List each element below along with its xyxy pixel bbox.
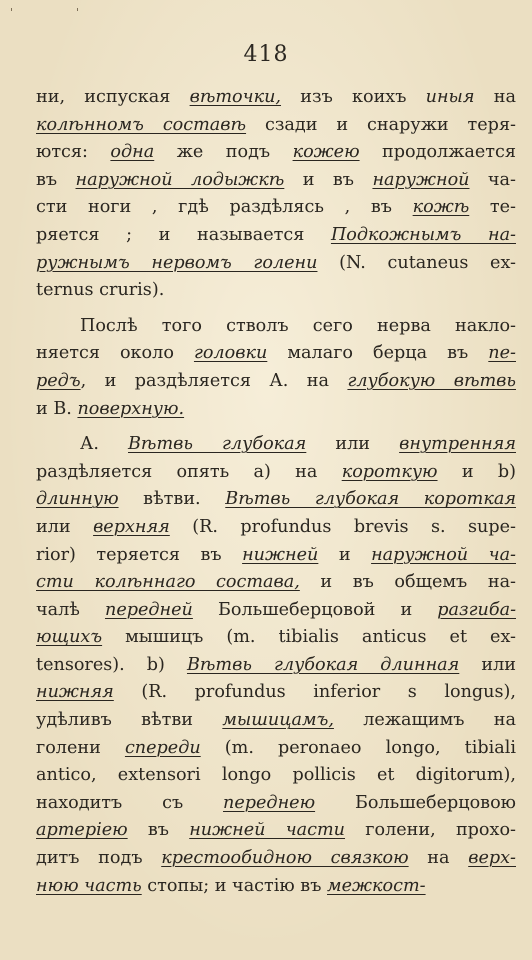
text-span: голени bbox=[36, 737, 125, 758]
text-line bbox=[36, 790, 516, 818]
text-line bbox=[36, 139, 516, 167]
text-span: ряется ; и называется bbox=[36, 224, 331, 245]
text-span: rior) теряется въ bbox=[36, 544, 243, 565]
italic-term: пе- bbox=[488, 343, 516, 364]
italic-term: короткую bbox=[341, 461, 438, 482]
text-span: няется около bbox=[36, 343, 194, 364]
italic-term: иныя bbox=[425, 87, 475, 107]
text-span: лежащимъ на bbox=[333, 710, 516, 731]
paragraph bbox=[36, 313, 516, 423]
italic-term: сти колѣннаго состава, bbox=[36, 572, 300, 593]
italic-term: одна bbox=[110, 142, 155, 163]
italic-term: артеріею bbox=[36, 820, 128, 841]
italic-term: передней bbox=[104, 599, 193, 620]
text-span: мышицъ (m. tibialis anticus et ex- bbox=[102, 627, 516, 648]
italic-term: наружной лодыжкѣ bbox=[75, 169, 285, 190]
text-span: Послѣ того стволъ сего нерва накло- bbox=[80, 315, 516, 336]
text-span: Большеберцовою bbox=[315, 792, 516, 813]
text-span: находитъ съ bbox=[36, 792, 224, 813]
text-span: tensores). b) bbox=[36, 654, 187, 675]
text-span: на bbox=[408, 848, 469, 869]
text-span: сзади и снаружи теря- bbox=[246, 114, 516, 135]
text-line bbox=[36, 845, 516, 873]
text-span: въ bbox=[36, 169, 76, 190]
italic-term: разгиба- bbox=[437, 599, 516, 620]
text-span: А. bbox=[80, 434, 128, 455]
italic-term: нюю часть bbox=[36, 875, 142, 896]
text-span: ются: bbox=[36, 142, 111, 163]
text-line bbox=[36, 679, 516, 707]
italic-term: ружнымъ нервомъ голени bbox=[36, 252, 318, 273]
body-text bbox=[36, 84, 516, 900]
italic-term: наружной bbox=[372, 169, 470, 190]
text-span: и въ bbox=[284, 169, 373, 190]
page-number: 418 bbox=[243, 42, 289, 67]
italic-term: межкост- bbox=[327, 875, 426, 896]
text-line bbox=[36, 652, 516, 680]
text-line bbox=[36, 250, 516, 278]
text-span: ни, испуская bbox=[36, 87, 190, 107]
text-span: и В. bbox=[36, 398, 78, 419]
text-span: дитъ подъ bbox=[36, 848, 162, 869]
text-span: и b) bbox=[437, 461, 516, 482]
italic-term: нижняя bbox=[36, 682, 114, 703]
text-span: же подъ bbox=[154, 142, 293, 163]
text-span: голени, прохо- bbox=[345, 820, 516, 841]
text-line bbox=[36, 340, 516, 368]
text-line bbox=[36, 313, 516, 341]
text-span: сти ноги , гдѣ раздѣлясь , въ bbox=[36, 197, 413, 218]
italic-term: глубокую вѣтвь bbox=[347, 370, 516, 391]
italic-term: нижней части bbox=[189, 820, 346, 841]
edge-mark-left: ' bbox=[10, 6, 14, 19]
text-span: въ bbox=[127, 820, 190, 841]
text-line bbox=[36, 167, 516, 195]
text-span: стопы; и частію въ bbox=[141, 875, 327, 896]
italic-term: длинную bbox=[36, 489, 119, 510]
italic-term: Подкожнымъ на- bbox=[330, 224, 516, 245]
text-span: малаго берца въ bbox=[267, 343, 489, 364]
text-line bbox=[36, 84, 516, 112]
italic-term: колѣнномъ составѣ bbox=[36, 114, 247, 135]
text-span: продолжается bbox=[359, 142, 516, 163]
text-line bbox=[36, 542, 516, 570]
text-line bbox=[36, 368, 516, 396]
italic-term: вѣточки, bbox=[189, 87, 282, 107]
text-span: antico, extensori longo pollicis et digitorum), bbox=[36, 765, 516, 786]
text-line bbox=[36, 277, 516, 305]
text-line bbox=[36, 459, 516, 487]
text-span: и въ общемъ на- bbox=[299, 572, 516, 593]
text-line bbox=[36, 707, 516, 735]
italic-term: наружной ча- bbox=[371, 544, 516, 565]
text-line bbox=[36, 486, 516, 514]
text-span: (N. cutaneus ex- bbox=[317, 252, 516, 273]
text-span: (m. peronaeo longo, tibiali bbox=[200, 737, 516, 758]
text-span: ternus cruris). bbox=[36, 280, 165, 301]
italic-term: крестообидною связкою bbox=[161, 848, 409, 869]
italic-term: кожѣ bbox=[412, 197, 470, 218]
italic-term: Вѣтвь глубокая короткая bbox=[225, 489, 516, 510]
italic-term: Вѣтвь глубокая длинная bbox=[186, 654, 460, 675]
text-line bbox=[36, 431, 516, 459]
italic-term: переднею bbox=[223, 792, 316, 813]
italic-term: верх- bbox=[468, 848, 516, 869]
text-span: (R. profundus inferior s longus), bbox=[113, 682, 516, 703]
text-line bbox=[36, 194, 516, 222]
text-span: и bbox=[318, 544, 372, 565]
italic-term: головки bbox=[193, 343, 268, 364]
text-span: те- bbox=[469, 197, 516, 218]
text-span: раздѣляется опять а) на bbox=[36, 461, 342, 482]
text-line bbox=[36, 817, 516, 845]
italic-term: кожею bbox=[292, 142, 360, 163]
italic-term: мышицамъ, bbox=[222, 710, 334, 731]
text-line bbox=[36, 735, 516, 763]
text-span: , и раздѣляется А. на bbox=[80, 370, 348, 391]
text-line bbox=[36, 762, 516, 790]
italic-term: ющихъ bbox=[36, 627, 103, 648]
text-span: (R. profundus brevis s. supe- bbox=[169, 516, 516, 537]
text-line bbox=[36, 112, 516, 140]
text-span: изъ коихъ bbox=[281, 87, 426, 107]
paragraph bbox=[36, 84, 516, 305]
italic-term: внутренняя bbox=[399, 434, 516, 455]
text-line bbox=[36, 569, 516, 597]
paragraph bbox=[36, 431, 516, 900]
italic-term: верхняя bbox=[93, 516, 170, 537]
text-span: ча- bbox=[469, 169, 516, 190]
text-line bbox=[36, 396, 516, 424]
text-line bbox=[36, 514, 516, 542]
text-span: удѣливъ вѣтви bbox=[36, 710, 223, 731]
italic-term: Вѣтвь глубокая bbox=[128, 434, 307, 455]
text-line bbox=[36, 222, 516, 250]
text-span: на bbox=[474, 87, 516, 107]
text-span: вѣтви. bbox=[118, 489, 226, 510]
text-span: Большеберцовой и bbox=[192, 599, 438, 620]
text-span: чалѣ bbox=[36, 599, 105, 620]
italic-term: нижней bbox=[242, 544, 319, 565]
italic-term: редъ bbox=[36, 370, 81, 391]
text-line bbox=[36, 624, 516, 652]
text-line bbox=[36, 873, 516, 901]
text-span: или bbox=[459, 654, 516, 675]
text-line bbox=[36, 597, 516, 625]
italic-term: поверхную. bbox=[77, 398, 185, 419]
italic-term: спереди bbox=[124, 737, 201, 758]
edge-mark-right: ' bbox=[76, 6, 80, 19]
text-span: или bbox=[306, 434, 400, 455]
text-span: или bbox=[36, 516, 94, 537]
